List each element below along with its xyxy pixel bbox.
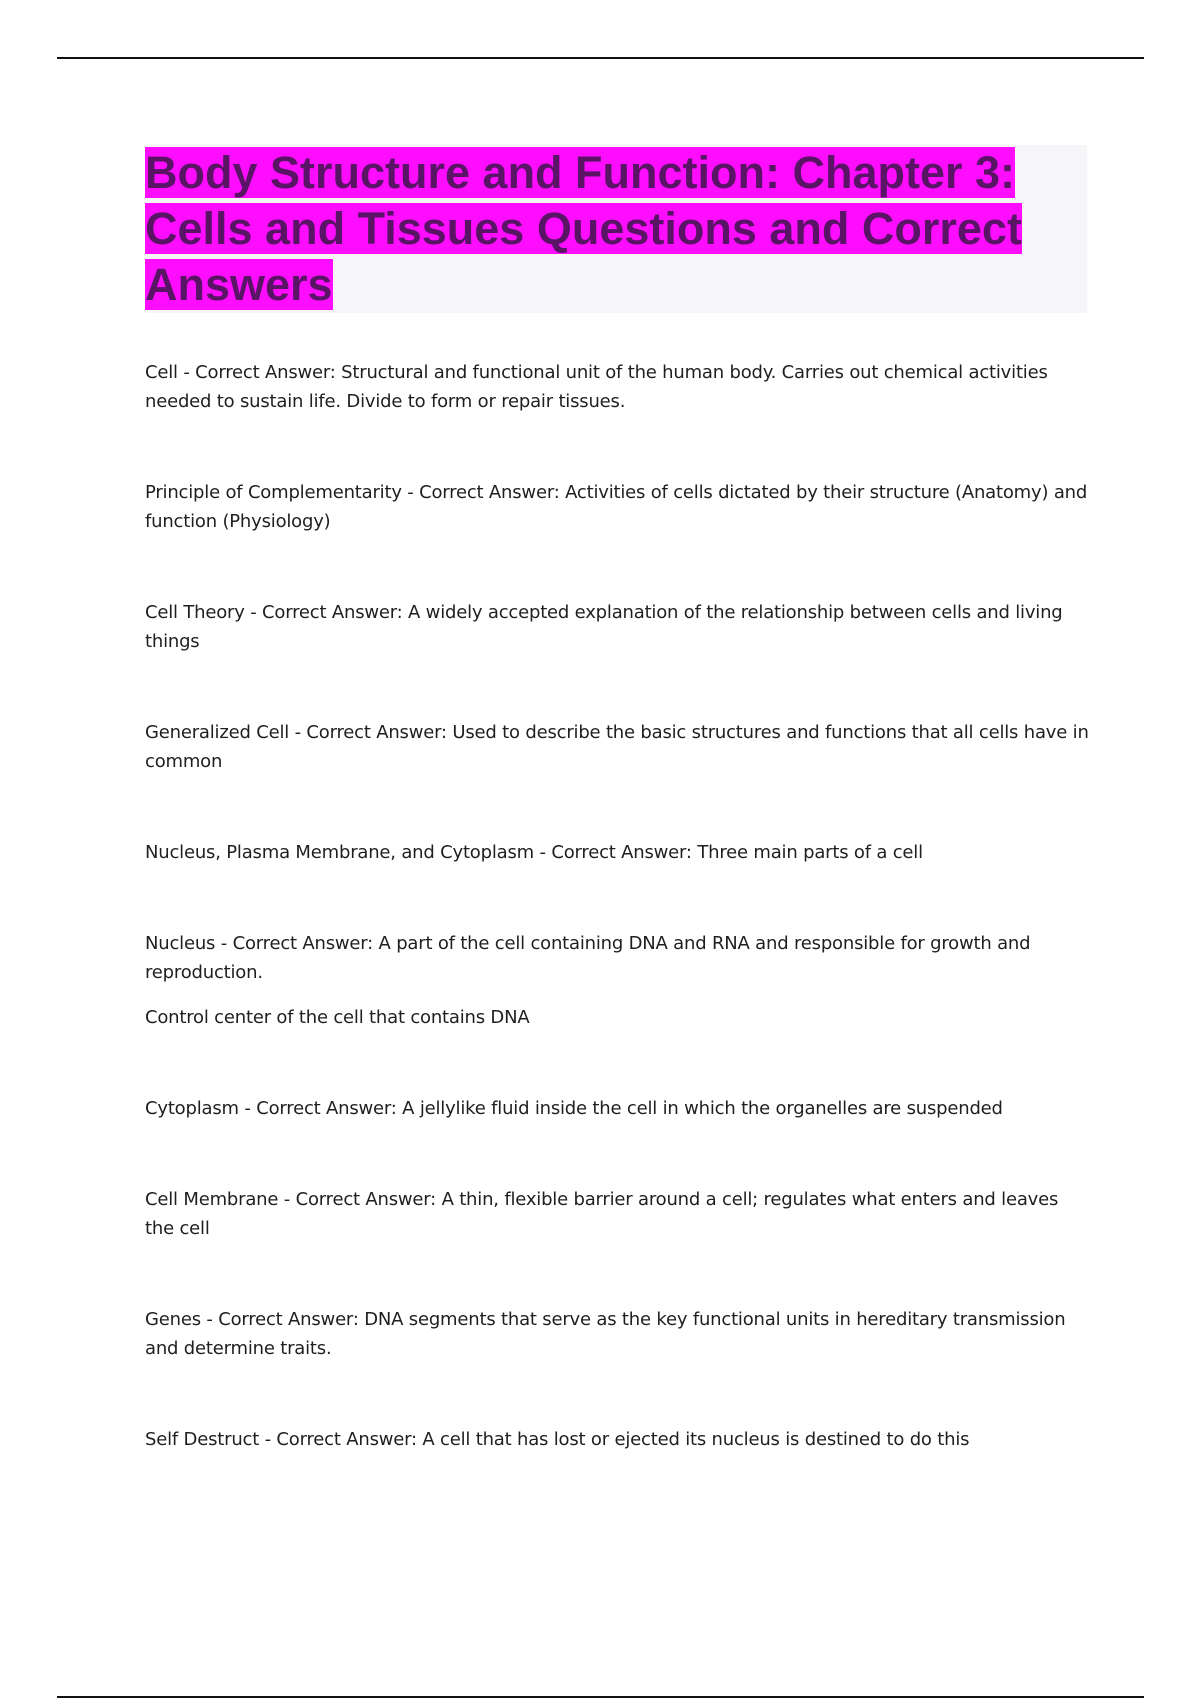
qa-text: Nucleus, Plasma Membrane, and Cytoplasm - Correct Answer: Three main parts of a cell xyxy=(145,842,923,863)
qa-extra-text: Control center of the cell that contains DNA xyxy=(145,1007,530,1028)
qa-text: Cytoplasm - Correct Answer: A jellylike fluid inside the cell in which the organelles are suspended xyxy=(145,1098,1003,1119)
qa-text: Self Destruct - Correct Answer: A cell that has lost or ejected its nucleus is destined to do this xyxy=(145,1429,970,1450)
qa-text: Cell - Correct Answer: Structural and functional unit of the human body. Carries out chemical activities needed to sustain life. Divide to form or repair tissues. xyxy=(145,362,1048,412)
qa-item xyxy=(145,358,1090,416)
bottom-rule xyxy=(57,1696,1144,1698)
qa-text: Genes - Correct Answer: DNA segments that serve as the key functional units in hereditary transmission and determine traits. xyxy=(145,1309,1066,1359)
qa-item xyxy=(145,718,1090,776)
qa-text: Generalized Cell - Correct Answer: Used to describe the basic structures and functions that all cells have in common xyxy=(145,722,1089,772)
qa-item xyxy=(145,1185,1090,1243)
qa-item xyxy=(145,598,1090,656)
qa-list xyxy=(145,358,1090,1516)
document-title xyxy=(145,145,1087,313)
qa-text: Cell Membrane - Correct Answer: A thin, flexible barrier around a cell; regulates what enters and leaves the cell xyxy=(145,1189,1059,1239)
qa-item xyxy=(145,1094,1090,1123)
qa-item xyxy=(145,838,1090,867)
title-block xyxy=(145,145,1087,313)
qa-text: Cell Theory - Correct Answer: A widely accepted explanation of the relationship between cells and living things xyxy=(145,602,1063,652)
qa-item xyxy=(145,478,1090,536)
qa-item xyxy=(145,929,1090,1032)
qa-text: Principle of Complementarity - Correct Answer: Activities of cells dictated by their structure (Anatomy) and function (Physiology) xyxy=(145,482,1088,532)
qa-item xyxy=(145,1305,1090,1363)
title-highlight: Body Structure and Function: Chapter 3: Cells and Tissues Questions and Correct Answers xyxy=(145,147,1022,310)
qa-item xyxy=(145,1425,1090,1454)
top-rule xyxy=(57,57,1144,59)
qa-text: Nucleus - Correct Answer: A part of the cell containing DNA and RNA and responsible for growth and reproduction. xyxy=(145,933,1031,983)
